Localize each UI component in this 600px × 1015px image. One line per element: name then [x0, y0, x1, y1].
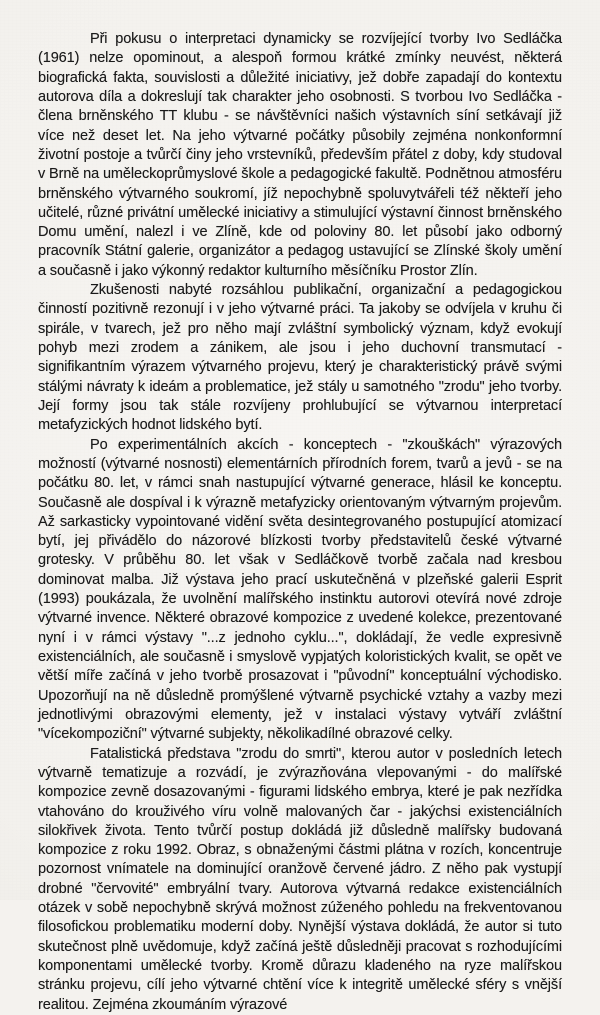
- paragraph-4: Fatalistická představa "zrodu do smrti", kterou autor v posledních letech výtvarně tematizuje a rozvádí, je zvýrazňována vlepovanými - do malířské kompozice zevně dosazovanými - figurami lidského embrya, které je pak nezřídka vtahováno do krouživého víru volně malovaných čar - jakýchsi existenciálních silokřivek života. Tento tvůrčí postup dokládá již důsledně malířsky budovaná kompozice z roku 1992. Obraz, s obnaženými částmi plátna v rozích, koncentruje pozornost vnímatele na dominující oranžově červené jádro. Z něho pak vystupjí drobné "červovité" embryální tvary. Autorova výtvarná redakce existenciálních otázek v sobě nepochybně skrývá možnost zúženého pohledu na frekventovanou filosofickou problematiku moderní doby. Nynější výstava dokládá, že autor si tuto skutečnost plně uvědomuje, když začíná ještě důsledněji pracovat s rozhodujícími komponentami umělecké tvorby. Kromě důrazu kladeného na ryze malířskou stránku projevu, cílí jeho výtvarné chtění více k integritě umělecké sféry s vnější realitou. Zejména zkoumáním výrazové: [38, 745, 562, 1013]
- paragraph-1: Při pokusu o interpretaci dynamicky se rozvíjející tvorby Ivo Sedláčka (1961) nelze opominout, a alespoň formou krátké zmínky neuvést, některá biografická fakta, souvislosti a důležité iniciativy, jež dobře zapadají do kontextu autorova díla a dokreslují tak charakter jeho osobnosti. S tvorbou Ivo Sedláčka - člena brněnského TT klubu - se návštěvníci našich výstavních síní setkávají již více než deset let. Na jeho výtvarné počátky působily zejména nonkonformní životní postoje a tvůrčí činy jeho vrstevníků, především přátel z doby, kdy studoval v Brně na uměleckoprůmyslové škole a pedagogické fakultě. Podnětnou atmosféru brněnského výtvarného soukromí, jíž nepochybně spoluvytvářeli též někteří jeho učitelé, různé privátní umělecké iniciativy a stimulující výstavní činnost brněnského Domu umění, nalezl i ve Zlíně, kde od poloviny 80. let působí jako odborný pracovník Státní galerie, organizátor a pedagog ustavující se Zlínské školy umění a současně i jako výkonný redaktor kulturního měsíčníku Prostor Zlín.: [38, 31, 562, 279]
- text-column: [38, 30, 562, 1015]
- paragraph-3: Po experimentálních akcích - konceptech - "zkouškách" výrazových možností (výtvarné nosnosti) elementárních přírodních forem, tvarů a jevů - se na počátku 80. let, v rámci snah nastupující výtvarné generace, hlásil ke konceptu. Současně ale dospíval i k výrazně metafyzicky orientovaným výtvarným projevům. Až sarkasticky vypointované vidění světa desintegrovaného postupující atomizací bytí, jej přivádělo do názorové blízkosti tvorby představitelů české výtvarné grotesky. V průběhu 80. let však v Sedláčkově tvorbě začala nad kresbou dominovat malba. Již výstava jeho prací uskutečněná v plzeňské galerii Esprit (1993) poukázala, že uvolnění malířského instinktu autorovi otevírá nové zdroje výtvarné invence. Některé obrazové kompozice z uvedené kolekce, prezentované nyní i v rámci výstavy "...z jednoho cyklu...", dokládají, že vedle expresivně existenciálních, ale současně i smyslově vypjatých koloristických kvalit, se opět ve větší míře začíná v jeho tvorbě prosazovat i "původní" konceptuální východisko. Upozorňují na ně důsledně promýšlené výtvarně psychické vztahy a vazby mezi jednotlivými obrazovými elementy, jež v instalaci výstavy vytváří zvláštní "vícekompoziční" výtvarné subjekty, několikadílné obrazové celky.: [38, 436, 562, 743]
- paragraph-2: Zkušenosti nabyté rozsáhlou publikační, organizační a pedagogickou činností pozitivně rezonují i v jeho výtvarné práci. Ta jakoby se odvíjela v kruhu či spirále, v tvarech, jež pro něho mají zvláštní symbolický význam, když evokují pohyb mezi zrodem a zánikem, ale jsou i jeho duchovní transmutací - signifikantním výrazem výtvarného projevu, který je charakteristický právě svými stálými návraty k ideám a problematice, jež stály u samotného "zrodu" jeho tvorby. Její formy jsou tak stále rozvíjeny prohlubující se výtvarnou interpretací metafyzických hodnot lidského bytí.: [38, 282, 562, 434]
